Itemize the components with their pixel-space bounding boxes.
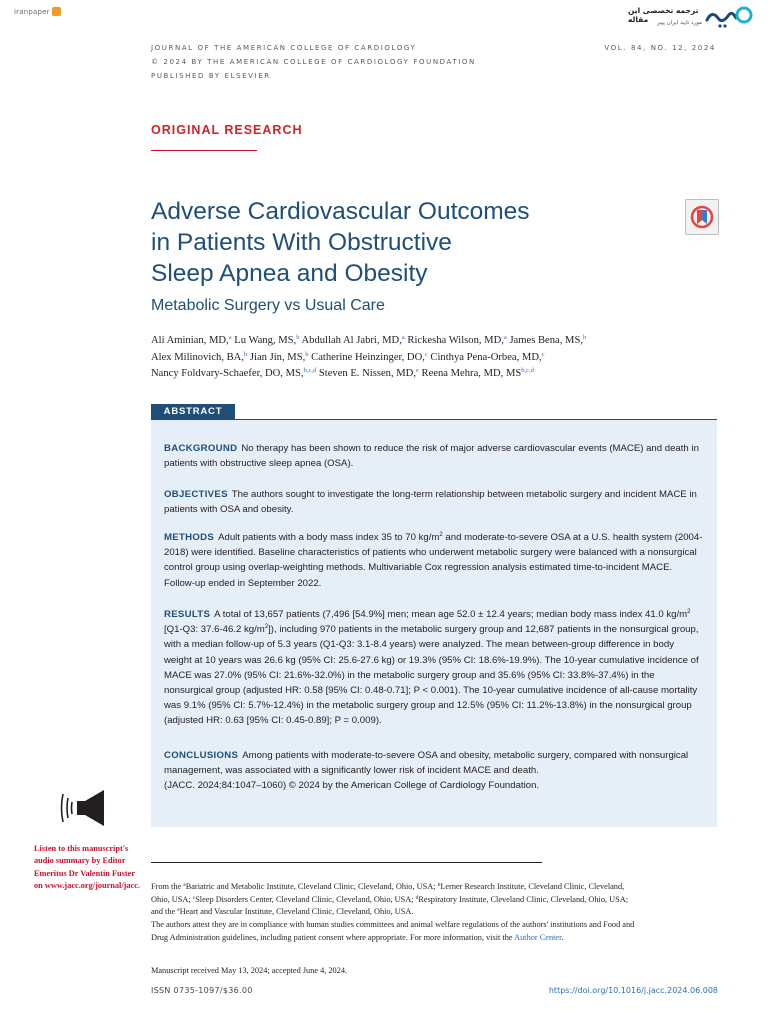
iranpaper-logo-icon: [52, 7, 61, 16]
audio-summary-button[interactable]: [60, 786, 110, 830]
author[interactable]: Steven E. Nissen, MD,: [318, 368, 416, 379]
article-subtitle: Metabolic Surgery vs Usual Care: [151, 297, 385, 314]
abstract-objectives: [164, 487, 704, 517]
conclusions-label: CONCLUSIONS: [164, 750, 239, 761]
crossmark-icon: [686, 200, 718, 234]
results-text-2: [Q1-Q3: 37.6-46.2 kg/m: [164, 624, 265, 636]
results-text: A total of 13,657 patients (7,496 [54.9%] men; mean age 52.0 ± 12.4 years; median body mass index 41.0 kg/m: [214, 609, 688, 620]
footnote-rule: [151, 862, 542, 863]
title-line-1: Adverse Cardiovascular Outcomes: [151, 198, 530, 225]
tarjomano-mark-icon: [704, 2, 754, 32]
author[interactable]: Cinthya Pena-Orbea, MD,: [430, 351, 542, 363]
author[interactable]: Jian Jin, MS,: [249, 351, 306, 363]
author-list: Ali Aminian, MD,$^a$ Lu Wang, MS,$^b$ Abdullah Al Jabri, MD,$^a$ Rickesha Wilson, MD,$^a$ James Bena, MS,$^b$ Alex Milinovich, BA,$^b$ Jian Jin, MS,$^b$ Catherine Heinzinger, DO,$^c$ Cinthya Pena-Orbea, MD,$^c$ Nancy Foldvary-Schaefer, DO, MS,$^{b,c,d}$ Steven E. Nissen, MD,$^e$ Reena Mehra, MD, MS$^{b,c,d}$: [151, 334, 587, 379]
abstract-heading: ABSTRACT: [151, 404, 235, 420]
volume-info: VOL. 84, NO. 12, 2024: [604, 44, 716, 52]
title-line-3: Sleep Apnea and Obesity: [151, 260, 428, 287]
author[interactable]: Nancy Foldvary-Schaefer, DO, MS,: [151, 368, 304, 379]
author-center-link[interactable]: Author Center: [514, 932, 562, 942]
section-label: ORIGINAL RESEARCH: [151, 123, 303, 137]
crossmark-button[interactable]: [685, 199, 719, 235]
objectives-text: The authors sought to investigate the long-term relationship between metabolic surgery and incident MACE in patients with OSA and obesity.: [164, 489, 697, 516]
manuscript-dates: Manuscript received May 13, 2024; accepted June 4, 2024.: [151, 966, 348, 975]
author[interactable]: Ali Aminian, MD,: [151, 335, 229, 346]
copyright-line: © 2024 BY THE AMERICAN COLLEGE OF CARDIOLOGY FOUNDATION: [151, 58, 476, 66]
speaker-icon: [60, 786, 110, 830]
author[interactable]: Lu Wang, MS,: [234, 335, 297, 346]
objectives-label: OBJECTIVES: [164, 489, 228, 500]
audio-summary-text[interactable]: Listen to this manuscript's audio summary by Editor Emeritus Dr Valentin Fuster on www.jacc.org/journal/jacc.: [34, 844, 140, 891]
results-text-3: ]), including 970 patients in the metabolic surgery group and 12,687 patients in the nonsurgical group, with a median follow-up of 5.3 years (Q1-Q3: 3.1-8.4 years) were analyzed. The mean between-group difference in body weight at 10 years was 26.6 kg (95% CI: 25.6-27.6 kg) or 19.3% (95% CI: 18.6%-19.9%). The 10-year cumulative incidence of MACE was 27.0% (95% CI: 21.6%-32.0%) in the metabolic surgery group and 35.6% (95% CI: 33.8%-37.4%) in the nonsurgical group (adjusted HR: 0.58 [95% CI: 0.48-0.71]; P < 0.001). The 10-year cumulative incidence of all-cause mortality was 9.1% (95% CI: 5.7%-12.4%) in the metabolic surgery group and 12.5% (95% CI: 11.2%-13.8%) in the nonsurgical group (adjusted HR: 0.63 [95% CI: 0.45-0.89]; P = 0.009).: [164, 624, 699, 727]
section-rule: [151, 150, 257, 151]
author[interactable]: Reena Mehra, MD, MS: [421, 368, 522, 379]
publisher-line: PUBLISHED BY ELSEVIER: [151, 72, 271, 80]
ethics-statement: The authors attest they are in compliance with human studies committees and animal welfare regulations of the authors' institutions and Food and Drug Administration guidelines, including patient consent where appropriate. For more information, visit the Author Center.: [151, 920, 635, 942]
journal-name: JOURNAL OF THE AMERICAN COLLEGE OF CARDIOLOGY: [151, 44, 417, 52]
tarjomano-line1: ترجمه تخصصی این مقاله: [628, 6, 699, 24]
results-label: RESULTS: [164, 609, 211, 620]
abstract-conclusions: [164, 748, 704, 794]
iranpaper-logo-text: iranpaper: [14, 8, 50, 16]
tarjomano-line2: مورد تایید ایران پیپر: [657, 20, 702, 26]
background-text: No therapy has been shown to reduce the risk of major adverse cardiovascular events (MACE) and death in patients with obstructive sleep apnea (OSA).: [164, 443, 699, 470]
author[interactable]: Abdullah Al Jabri, MD,: [301, 335, 402, 346]
doi-link[interactable]: https://doi.org/10.1016/j.jacc.2024.06.008: [548, 986, 718, 995]
tarjomano-logo: [628, 2, 754, 32]
abstract-results: RESULTS A total of 13,657 patients (7,496 [54.9%] men; mean age 52.0 ± 12.4 years; median body mass index 41.0 $kg/m^2$ [Q1-Q3: 37.6-46.2 $kg/m^2$]), including 970 patients in the metabolic surgery group and 12,687 patients in the nonsurgical group, with a median follow-up of 5.3 years (Q1-Q3: 3.1-8.4 years) were analyzed. The mean between-group difference in body weight at 10 years was 26.6 kg (95% CI: 25.6-27.6 kg) or 19.3% (95% CI: 18.6%-19.9%). The 10-year cumulative incidence of MACE was 27.0% (95% CI: 21.6%-32.0%) in the metabolic surgery group and 35.6% (95% CI: 33.8%-37.4%) in the nonsurgical group (adjusted HR: 0.58 [95% CI: 0.48-0.71]; P < 0.001). The 10-year cumulative incidence of all-cause mortality was 9.1% (95% CI: 5.7%-12.4%) in the metabolic surgery group and 12.5% (95% CI: 11.2%-13.8%) in the nonsurgical group (adjusted HR: 0.63 [95% CI: 0.45-0.89]; P = 0.009).: [164, 609, 699, 727]
abstract-citation: (JACC. 2024;84:1047–1060) © 2024 by the American College of Cardiology Foundation.: [164, 780, 540, 792]
abstract-methods: METHODS Adult patients with a body mass index 35 to 70 $kg/m^2$ and moderate-to-severe OSA at a U.S. health system (2004-2018) were identified. Baseline characteristics of patients who underwent metabolic surgery were balanced with a nonsurgical control group using overlap-weighting methods. Multivariable Cox regression analysis estimated time-to-incident MACE. Follow-up ended in September 2022.: [164, 532, 703, 589]
article-title: [151, 196, 621, 289]
author[interactable]: Catherine Heinzinger, DO,: [311, 351, 425, 363]
title-line-2: in Patients With Obstructive: [151, 229, 452, 256]
affiliations: From the $^a$Bariatric and Metabolic Institute, Cleveland Clinic, Cleveland, Ohio, USA; $^b$Lerner Research Institute, Cleveland Clinic, Cleveland, Ohio, USA; $^c$Sleep Disorders Center, Cleveland Clinic, Cleveland, Ohio, USA; $^d$Respiratory Institute, Cleveland Clinic, Cleveland, Ohio, USA; and the $^e$Heart and Vascular Institute, Cleveland Clinic, Cleveland, Ohio, USA.: [151, 882, 629, 916]
issn: ISSN 0735-1097/$36.00: [151, 986, 253, 995]
methods-text: Adult patients with a body mass index 35 to 70 kg/m: [218, 532, 440, 543]
methods-text-cont: and moderate-to-severe OSA at a U.S. health system (2004-2018) were identified. Baseline characteristics of patients who underwent metabolic surgery were balanced with a nonsurgical control group using overlap-weighting methods. Multivariable Cox regression analysis estimated time-to-incident MACE. Follow-up ended in September 2022.: [164, 532, 703, 589]
author[interactable]: Alex Milinovich, BA,: [151, 351, 244, 363]
abstract-rule: [151, 419, 717, 420]
author[interactable]: Rickesha Wilson, MD,: [407, 335, 504, 346]
iranpaper-logo: [14, 6, 66, 20]
background-label: BACKGROUND: [164, 443, 238, 454]
author[interactable]: James Bena, MS,: [509, 335, 583, 346]
conclusions-text: Among patients with moderate-to-severe OSA and obesity, metabolic surgery, compared with nonsurgical management, was associated with a significantly lower risk of incident MACE and death.: [164, 750, 689, 777]
methods-label: METHODS: [164, 532, 215, 543]
abstract-background: [164, 441, 704, 471]
